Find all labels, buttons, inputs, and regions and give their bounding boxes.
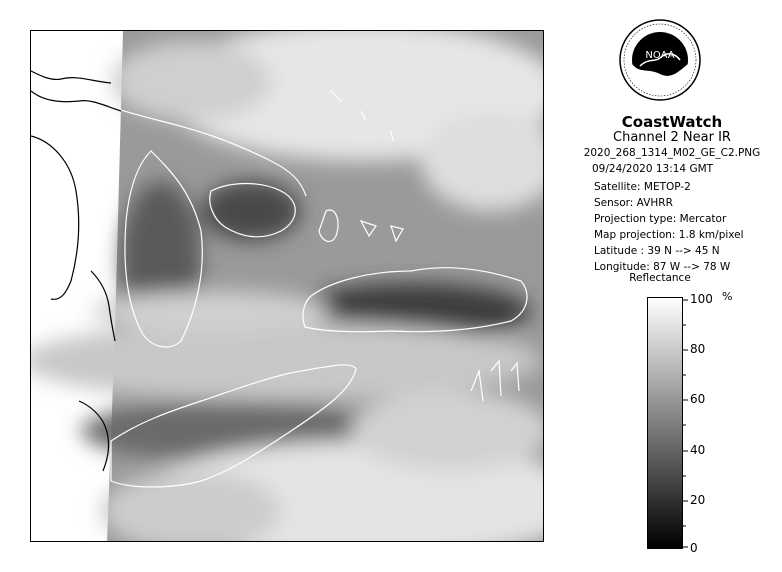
map-projection-label: Map projection: 1.8 km/pixel bbox=[594, 229, 744, 241]
reflectance-colorbar bbox=[647, 297, 683, 549]
tick-label: 100 bbox=[690, 292, 713, 306]
logo-text: NOAA bbox=[645, 50, 675, 61]
sensor-label: Sensor: AVHRR bbox=[594, 197, 673, 209]
filename-label: 2020_268_1314_M02_GE_C2.PNG bbox=[583, 147, 761, 159]
latitude-label: Latitude : 39 N --> 45 N bbox=[594, 245, 720, 257]
tick-label: 20 bbox=[690, 493, 706, 507]
legend-title: Reflectance bbox=[629, 272, 691, 284]
datetime-label: 09/24/2020 13:14 GMT bbox=[592, 163, 714, 175]
projection-type-label: Projection type: Mercator bbox=[594, 213, 727, 225]
satellite-map bbox=[31, 31, 544, 542]
legend-unit: % bbox=[722, 290, 733, 303]
tick-label: 0 bbox=[690, 541, 698, 555]
satellite-label: Satellite: METOP-2 bbox=[594, 181, 691, 193]
brand-title: CoastWatch bbox=[621, 113, 723, 131]
colorbar-ticks bbox=[683, 297, 689, 549]
tick-label: 40 bbox=[690, 443, 706, 457]
tick-label: 80 bbox=[690, 342, 706, 356]
tick-label: 60 bbox=[690, 392, 706, 406]
longitude-label: Longitude: 87 W --> 78 W bbox=[594, 261, 731, 273]
satellite-image bbox=[30, 30, 544, 542]
noaa-logo bbox=[618, 18, 702, 102]
channel-label: Channel 2 Near IR bbox=[613, 130, 731, 145]
